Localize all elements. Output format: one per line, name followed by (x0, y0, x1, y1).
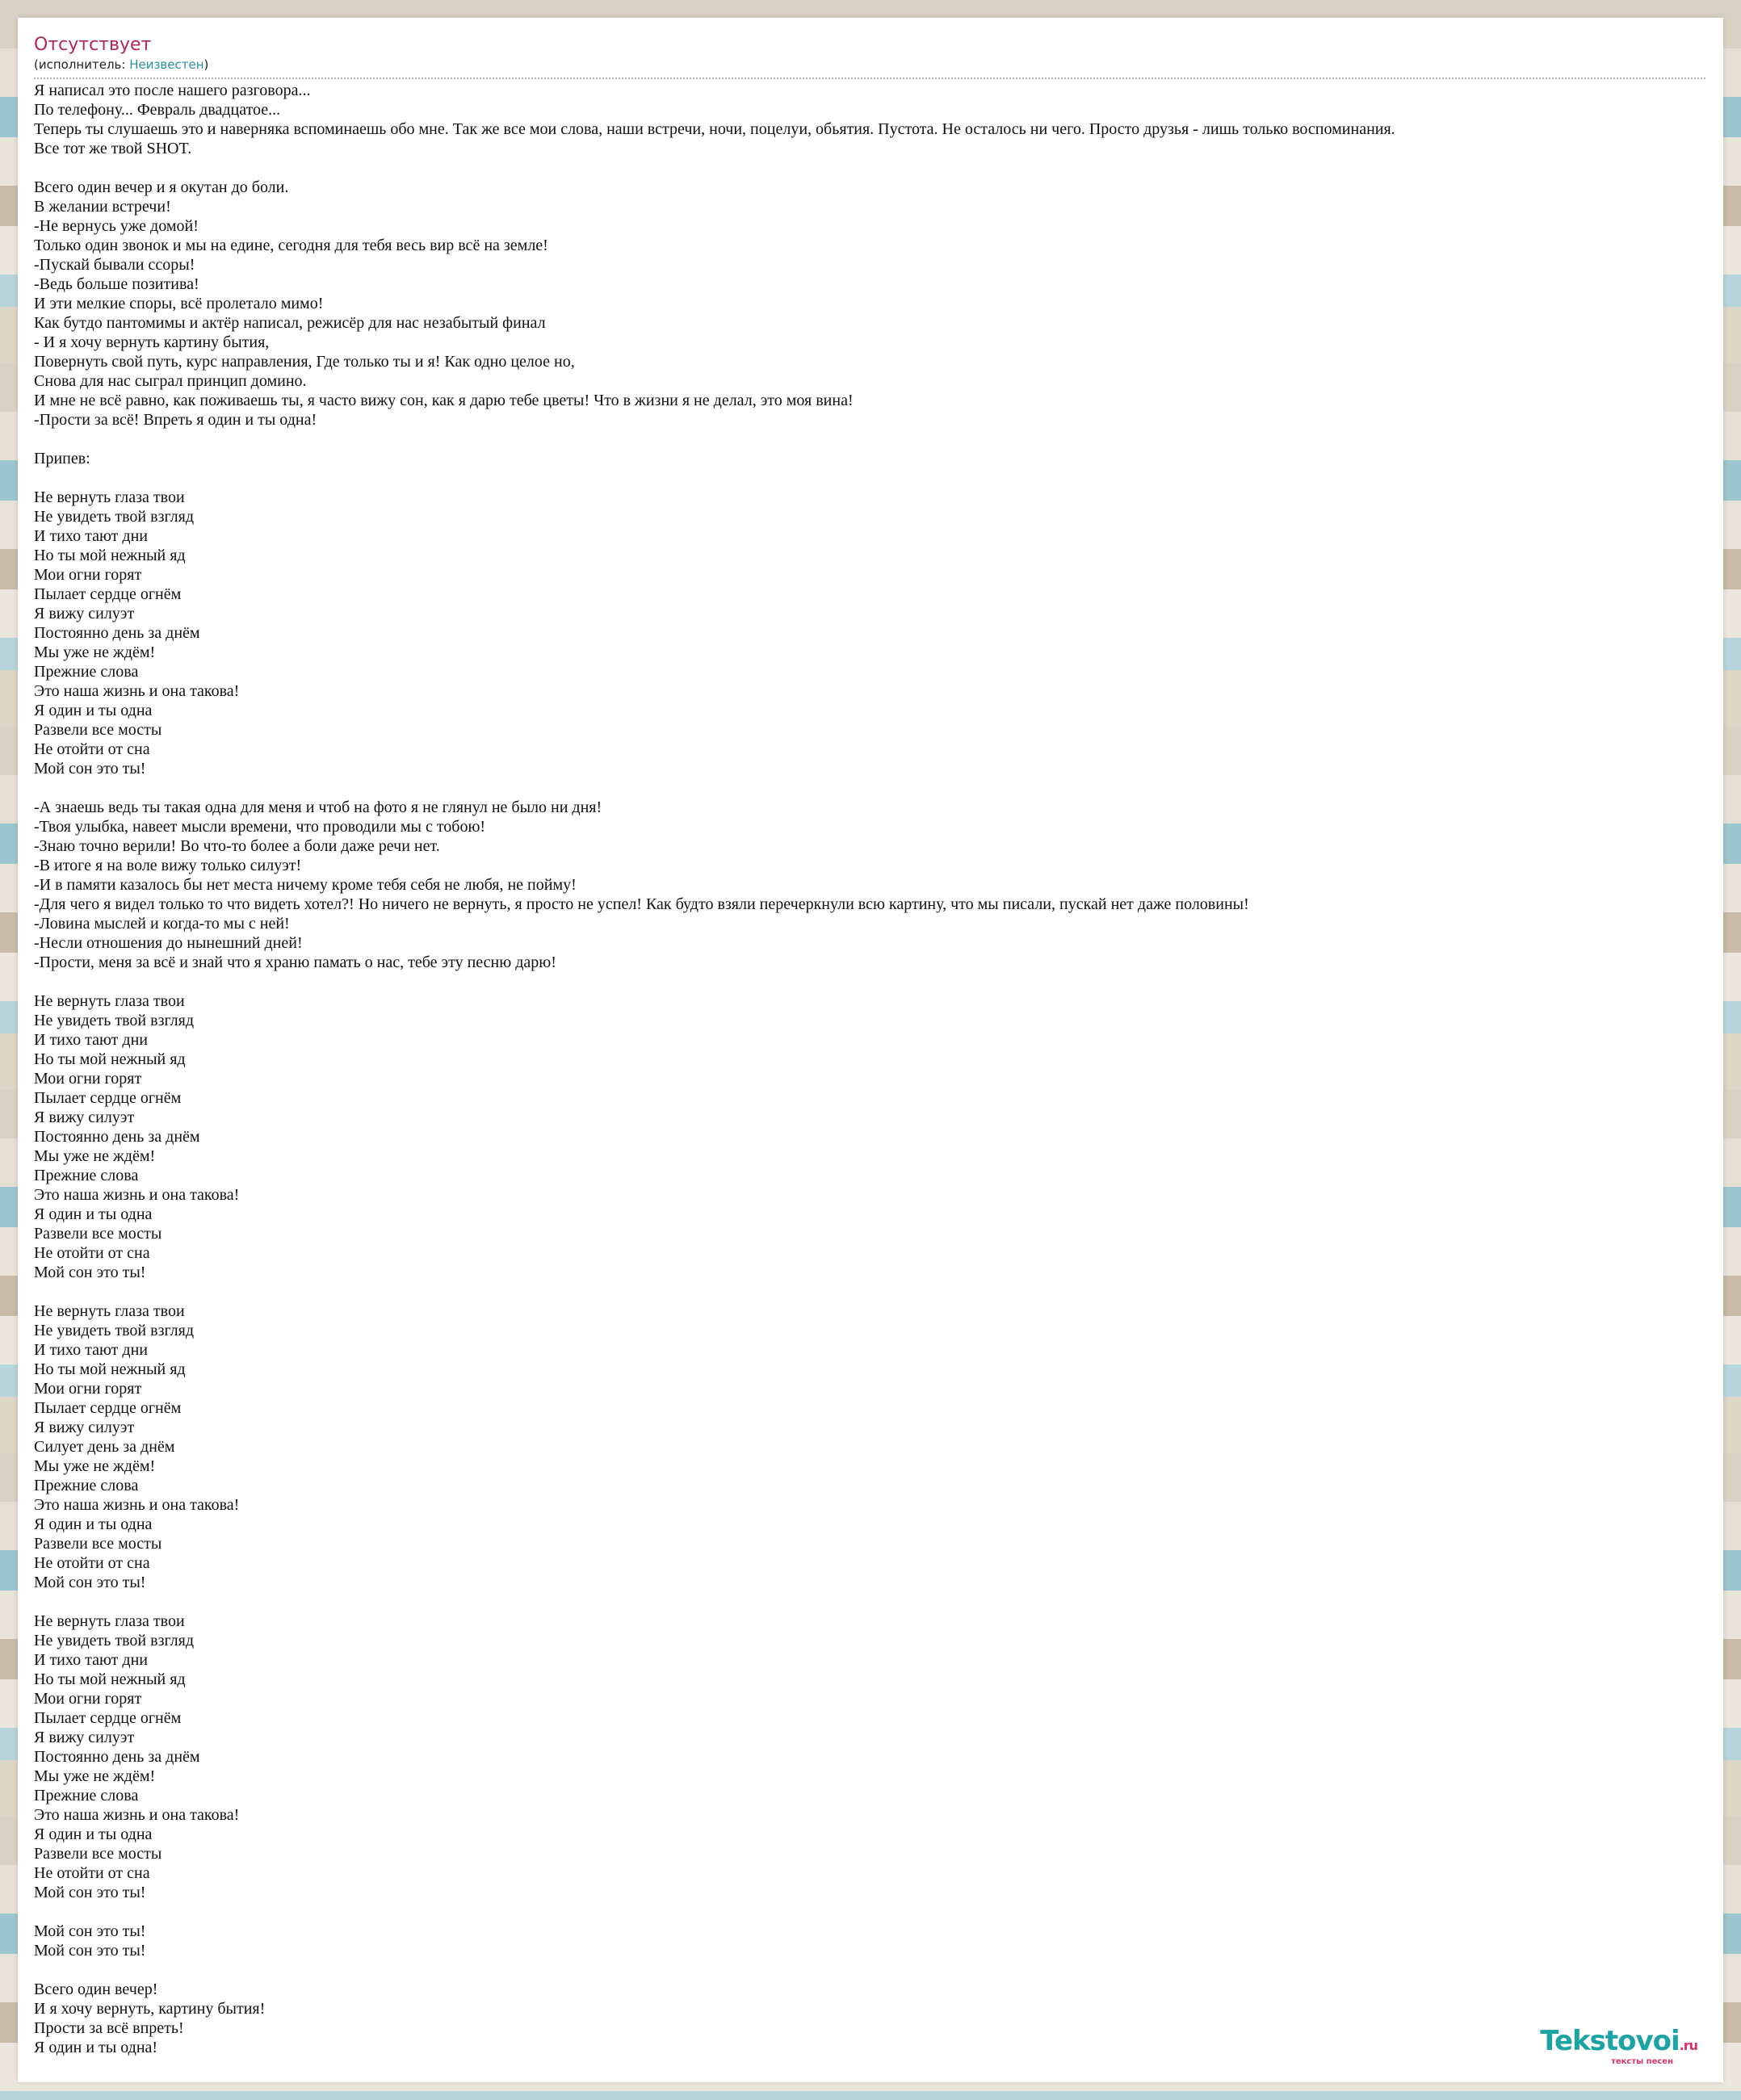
header-divider (34, 78, 1705, 79)
performer-link[interactable]: Неизвестен (129, 57, 204, 72)
performer-suffix: ) (203, 57, 209, 72)
lyrics-text: Я написал это после нашего разговора... По телефону... Февраль двадцатое... Теперь ты слушаешь это и наверняка вспоминаешь обо мне. Так же все мои слова, наши встречи, ночи, поцелуи, обьятия. Пустота. Не осталось ни чего. Просто друзья - лишь только воспоминания. Все тот же твой SHOT. Всего один вечер и я окутан до боли. В желании встречи! -Не вернусь уже домой! Только один звонок и мы на едине, сегодня для тебя весь вир всё на земле! -Пускай бывали ссоры! -Ведь больше позитива! И эти мелкие споры, всё пролетало мимо! Как бутдо пантомимы и актёр написал, режисёр для нас незабытый финал - И я хочу вернуть картину бытия, Повернуть свой путь, курс направления, Где только ты и я! Как одно целое но, Снова для нас сыграл принцип домино. И мне не всё равно, как поживаешь ты, я часто вижу сон, как я дарю тебе цветы! Что в жизни я не делал, это моя вина! -Прости за всё! Впреть я один и ты одна! Припев: Не вернуть глаза твои Не увидеть твой взгляд И тихо тают дни Но ты мой нежный яд Мои огни горят Пылает сердце огнём Я вижу силуэт Постоянно день за днём Мы уже не ждём! Прежние слова Это наша жизнь и она такова! Я один и ты одна Развели все мосты Не отойти от сна Мой сон это ты! -А знаешь ведь ты такая одна для меня и чтоб на фото я не глянул не было ни дня! -Твоя улыбка, навеет мысли времени, что проводили мы с тобою! -Знаю точно верили! Во что-то более а боли даже речи нет. -В итоге я на воле вижу только силуэт! -И в памяти казалось бы нет места ничему кроме тебя себя не любя, не пойму! -Для чего я видел только то что видеть хотел?! Но ничего не вернуть, я просто не успел! Как будто взяли перечеркнули всю картину, что мы писали, пускай нет даже половины! -Ловина мыслей и когда-то мы с ней! -Несли отношения до нынешний дней! -Прости, меня за всё и знай что я храню памать о нас, тебе эту песню дарю! Не вернуть глаза твои Не увидеть твой взгляд И тихо тают дни Но ты мой нежный яд Мои огни горят Пылает сердце огнём Я вижу силуэт Постоянно день за днём Мы уже не ждём! Прежние слова Это наша жизнь и она такова! Я один и ты одна Развели все мосты Не отойти от сна Мой сон это ты! Не вернуть глаза твои Не увидеть твой взгляд И тихо тают дни Но ты мой нежный яд Мои огни горят Пылает сердце огнём Я вижу силуэт Силует день за днём Мы уже не ждём! Прежние слова Это наша жизнь и она такова! Я один и ты одна Развели все мосты Не отойти от сна Мой сон это ты! Не вернуть глаза твои Не увидеть твой взгляд И тихо тают дни Но ты мой нежный яд Мои огни горят Пылает сердце огнём Я вижу силуэт Постоянно день за днём Мы уже не ждём! Прежние слова Это наша жизнь и она такова! Я один и ты одна Развели все мосты Не отойти от сна Мой сон это ты! Мой сон это ты! Мой сон это ты! Всего один вечер! И я хочу вернуть, картину бытия! Прости за всё впреть! Я один и ты одна! (34, 82, 1395, 2056)
site-logo-name: Tekstovoi (1540, 2025, 1680, 2057)
song-header (34, 34, 1705, 79)
site-logo-tld: .ru (1679, 2038, 1697, 2053)
site-logo[interactable] (1540, 2027, 1697, 2066)
site-logo-tagline: тексты песен (1611, 2057, 1673, 2066)
page-card (18, 18, 1723, 2082)
site-logo-wordmark (1540, 2027, 1697, 2060)
performer-prefix: (исполнитель: (34, 57, 130, 72)
performer-line (34, 57, 1705, 73)
song-title: Отсутствует (34, 35, 152, 55)
